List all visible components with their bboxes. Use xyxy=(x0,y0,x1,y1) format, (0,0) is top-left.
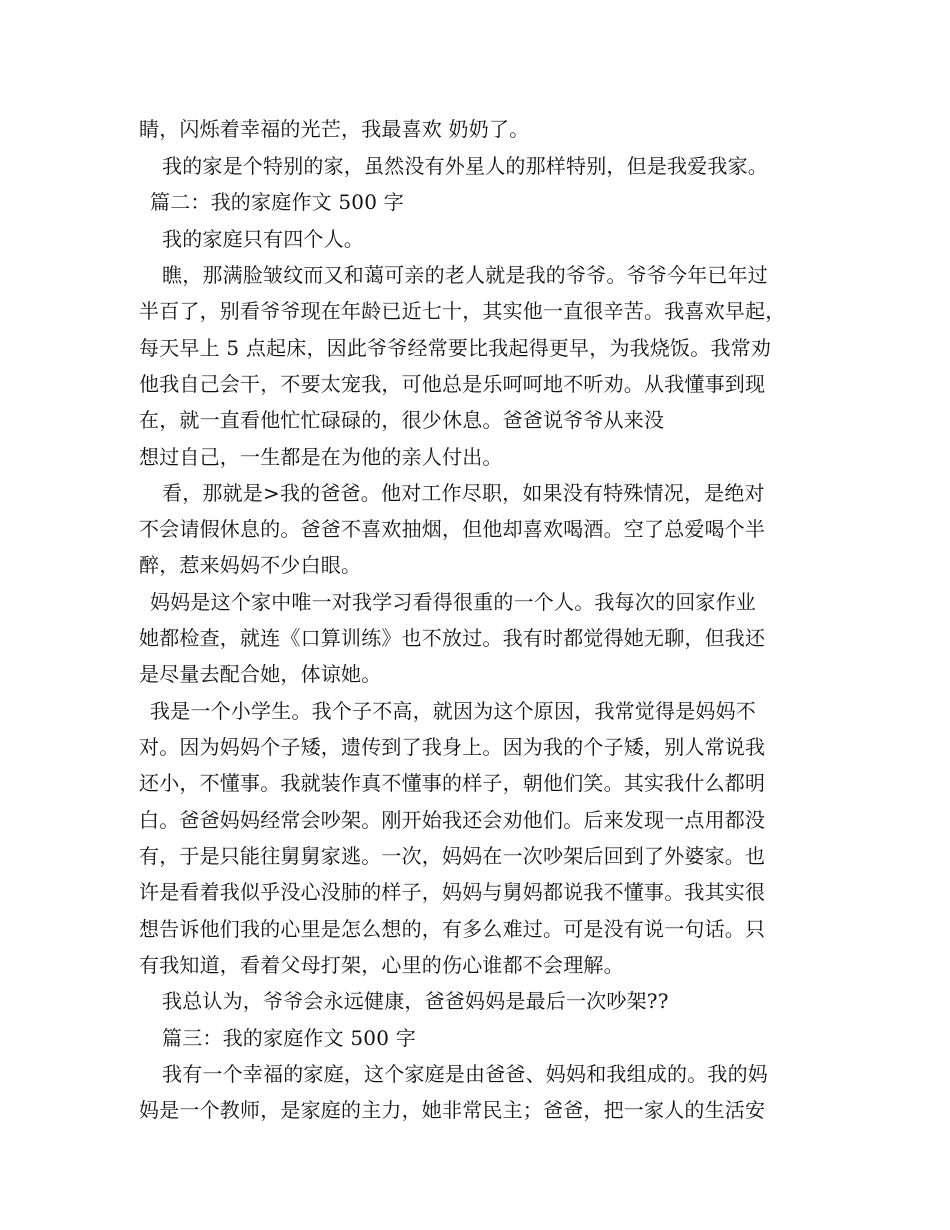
text-line: 有我知道，看着父母打架，心里的伤心谁都不会理解。 xyxy=(139,953,624,977)
section-heading: 篇二：我的家庭作文 500 字 xyxy=(150,190,404,214)
text-line: 我总认为，爷爷会永远健康，爸爸妈妈是最后一次吵架?? xyxy=(162,989,669,1013)
text-line: 还小，不懂事。我就装作真不懂事的样子，朝他们笑。其实我什么都明 xyxy=(139,771,766,795)
text-line: 不会请假休息的。爸爸不喜欢抽烟，但他却喜欢喝酒。空了总爱喝个半 xyxy=(139,517,766,541)
text-line: 睛，闪烁着幸福的光芒，我最喜欢 奶奶了。 xyxy=(139,117,530,141)
text-line: 瞧，那满脸皱纹而又和蔼可亲的老人就是我的爷爷。爷爷今年已年过 xyxy=(162,263,768,287)
text-line: 想告诉他们我的心里是怎么想的，有多么难过。可是没有说一句话。只 xyxy=(139,917,766,941)
text-line: 白。爸爸妈妈经常会吵架。刚开始我还会劝他们。后来发现一点用都没 xyxy=(139,808,766,832)
text-line: 我的家是个特别的家，虽然没有外星人的那样特别，但是我爱我家。 xyxy=(162,154,768,178)
text-line: 妈妈是这个家中唯一对我学习看得很重的一个人。我每次的回家作业 xyxy=(150,590,756,614)
text-line: 在，就一直看他忙忙碌碌的，很少休息。爸爸说爷爷从来没 xyxy=(139,408,665,432)
text-line: 他我自己会干，不要太宠我，可他总是乐呵呵地不听劝。从我懂事到现 xyxy=(139,372,766,396)
text-line: 妈是一个教师，是家庭的主力，她非常民主；爸爸，把一家人的生活安 xyxy=(139,1098,766,1122)
section-heading: 篇三：我的家庭作文 500 字 xyxy=(162,1026,416,1050)
text-line: 有，于是只能往舅舅家逃。一次，妈妈在一次吵架后回到了外婆家。也 xyxy=(139,844,766,868)
text-line: 我的家庭只有四个人。 xyxy=(162,227,364,251)
text-line: 想过自己，一生都是在为他的亲人付出。 xyxy=(139,445,503,469)
text-line: 我是一个小学生。我个子不高，就因为这个原因，我常觉得是妈妈不 xyxy=(150,699,756,723)
text-line: 是尽量去配合她，体谅她。 xyxy=(139,662,382,686)
text-line: 对。因为妈妈个子矮，遗传到了我身上。因为我的个子矮，别人常说我 xyxy=(139,735,766,759)
text-line: 半百了，别看爷爷现在年龄已近七十，其实他一直很辛苦。我喜欢早起， xyxy=(139,299,786,323)
text-line: 看，那就是>我的爸爸。他对工作尽职，如果没有特殊情况，是绝对 xyxy=(162,481,765,505)
text-line: 醉，惹来妈妈不少白眼。 xyxy=(139,553,362,577)
text-line: 她都检查，就连《口算训练》也不放过。我有时都觉得她无聊，但我还 xyxy=(139,626,766,650)
text-line: 每天早上 5 点起床，因此爷爷经常要比我起得更早，为我烧饭。我常劝 xyxy=(139,336,772,360)
text-line: 许是看着我似乎没心没肺的样子，妈妈与舅妈都说我不懂事。我其实很 xyxy=(139,880,766,904)
text-line: 我有一个幸福的家庭，这个家庭是由爸爸、妈妈和我组成的。我的妈 xyxy=(162,1062,768,1086)
